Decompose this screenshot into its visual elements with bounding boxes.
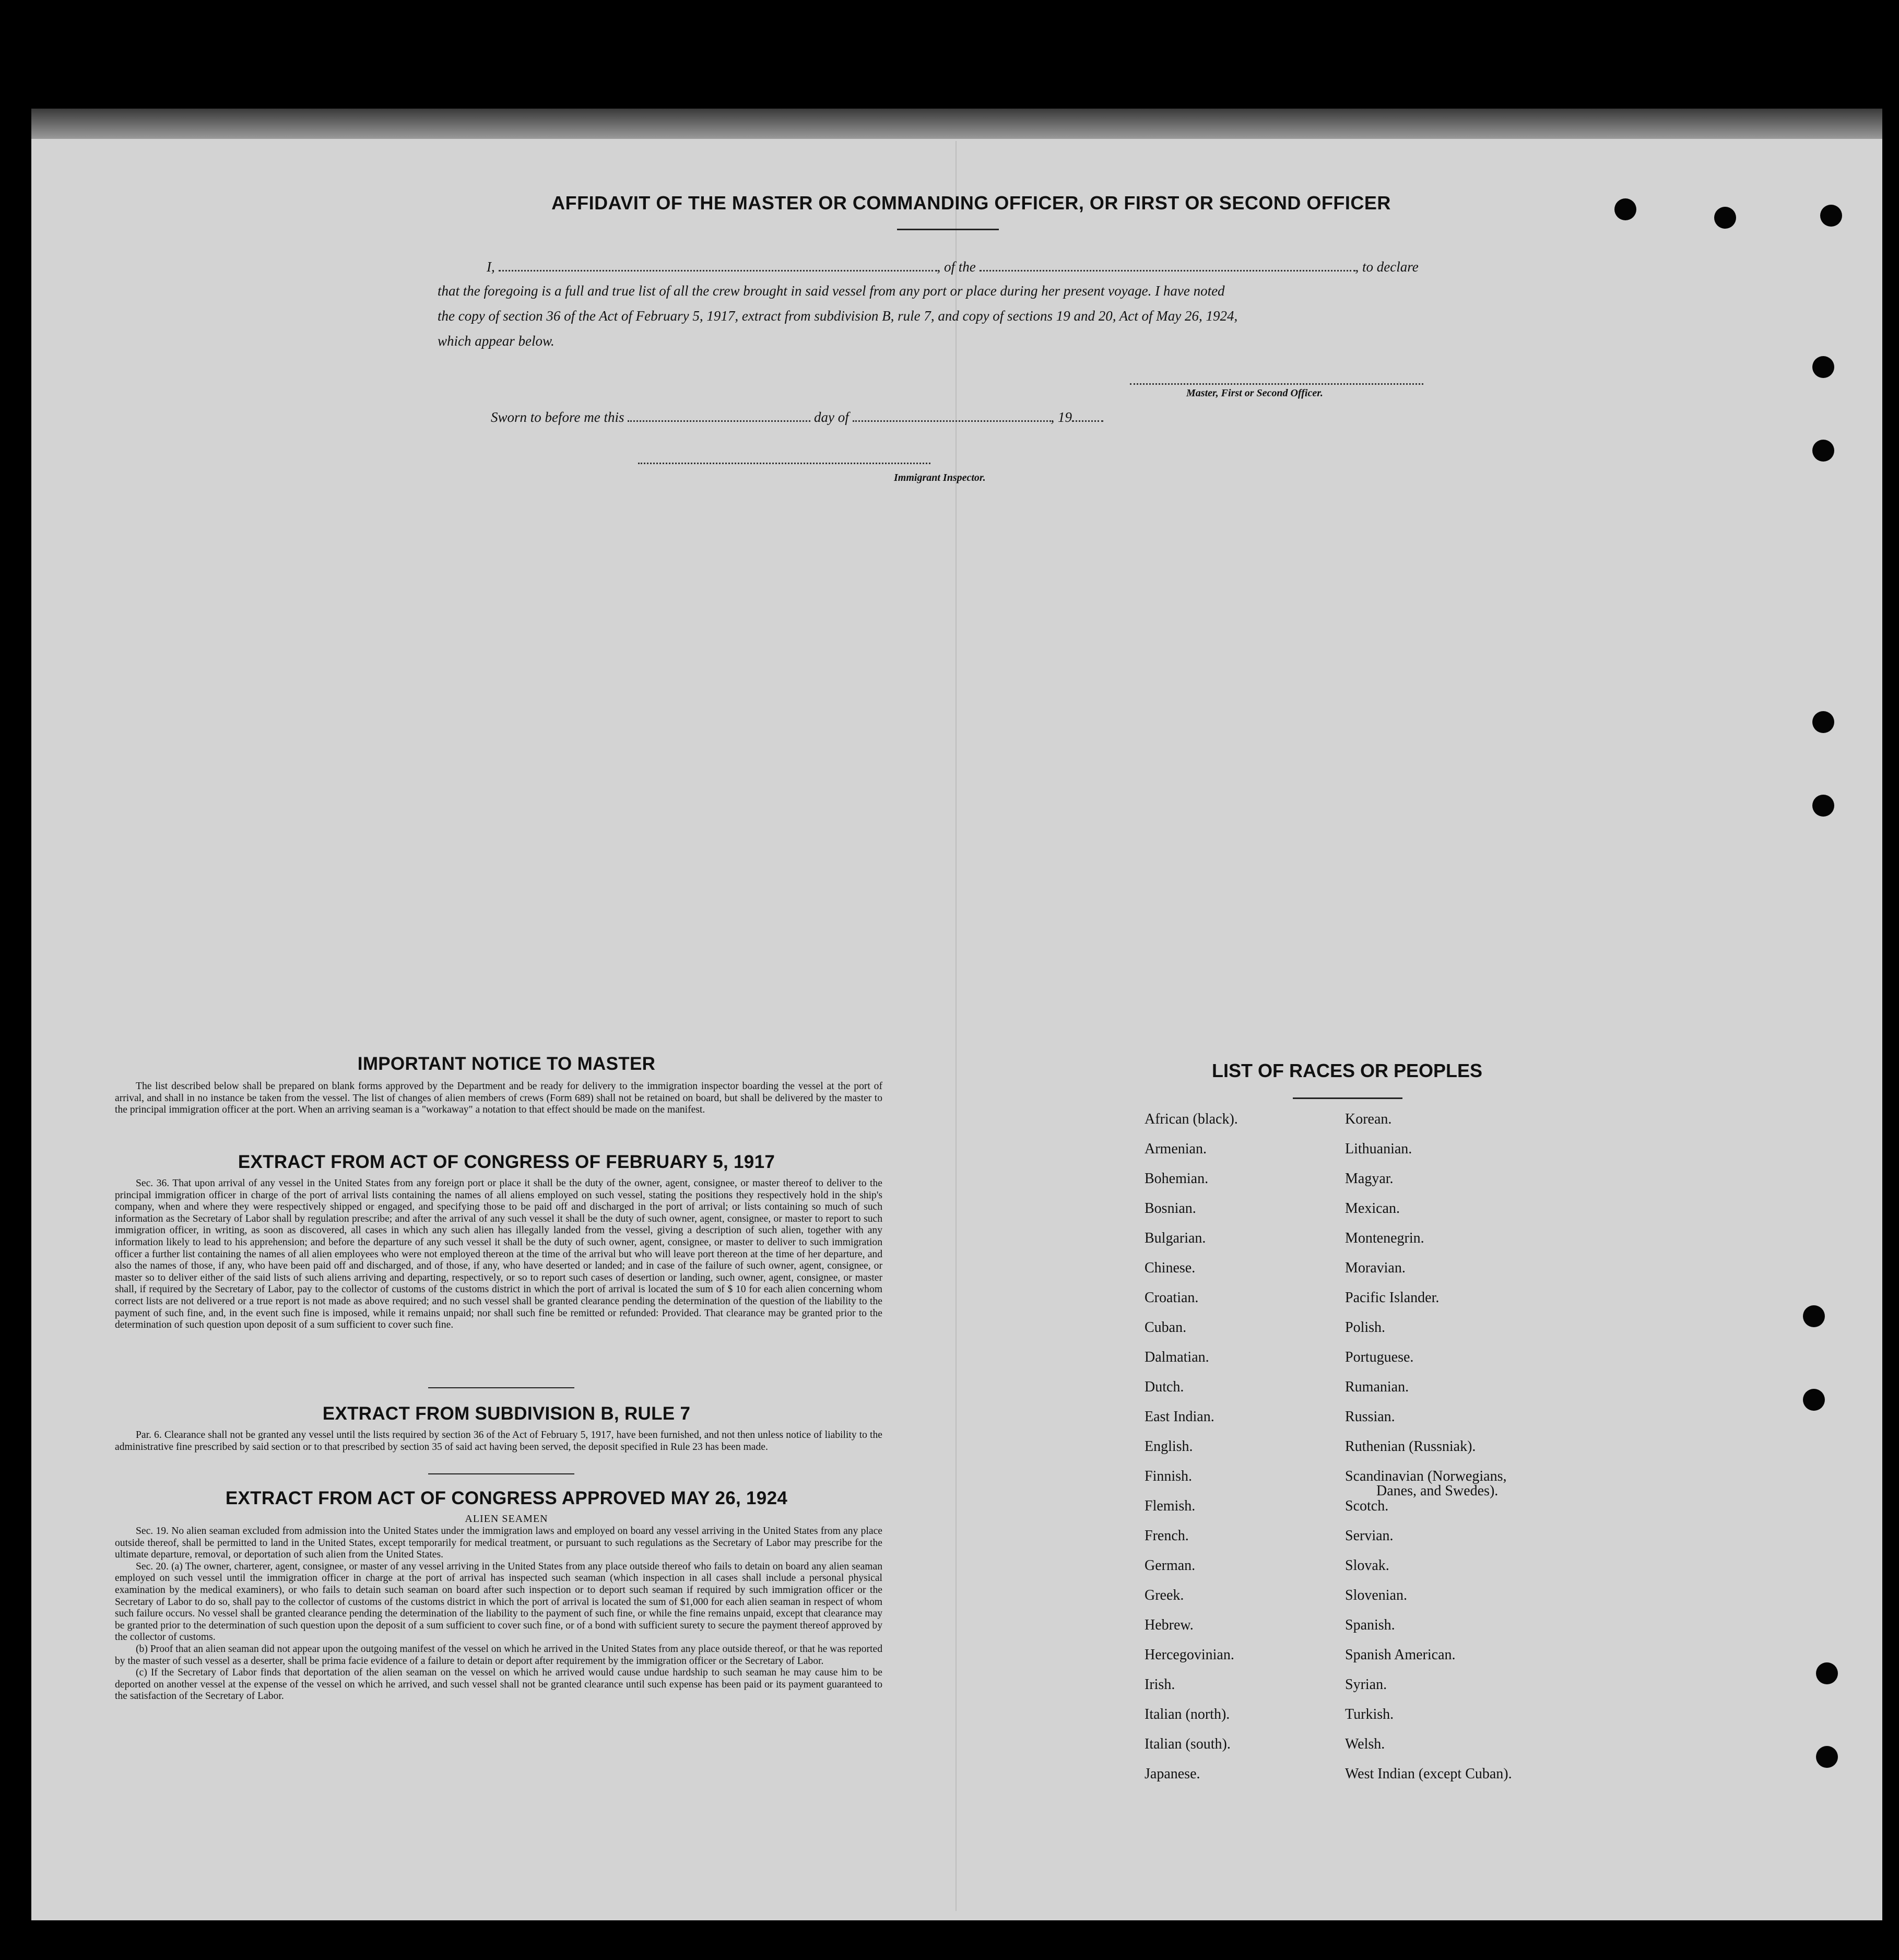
race-item: Russian.: [1345, 1409, 1395, 1425]
race-item: African (black).: [1145, 1111, 1238, 1127]
sec-20b-paragraph: (b) Proof that an alien seaman did not appear upon the outgoing manifest of the vessel on which he arrived in the United States from any place outside thereof, or that he was reported by the master of such vessel as a deserter, shall be prima facie evidence of a failure to detain or deport after requirement by the immigration officer or the Secretary of Labor.: [115, 1643, 882, 1667]
race-item: Lithuanian.: [1345, 1141, 1412, 1157]
race-item: Polish.: [1345, 1319, 1386, 1336]
race-item: Spanish.: [1345, 1617, 1395, 1633]
race-item: Bulgarian.: [1145, 1230, 1206, 1246]
sec-19-paragraph: Sec. 19. No alien seaman excluded from admission into the United States under the immigration laws and employed on board any vessel arriving in the United States from any place outside thereof, shall be permitted to land in the United States, except temporarily for medical treatment, or pursuant to such regulations as the Secretary of Labor may prescribe for the ultimate departure, removal, or deportation of such alien from the United States.: [115, 1526, 882, 1561]
race-item: Hebrew.: [1145, 1617, 1194, 1633]
sworn-year-blank[interactable]: [1072, 417, 1103, 422]
inspector-caption: Immigrant Inspector.: [894, 472, 986, 483]
affidavit-line-4: which appear below.: [438, 333, 555, 349]
vessel-blank[interactable]: [980, 267, 1355, 271]
punch-hole: [1614, 198, 1636, 220]
race-item: West Indian (except Cuban).: [1345, 1766, 1512, 1782]
race-item: French.: [1145, 1528, 1189, 1544]
race-item: Pacific Islander.: [1345, 1290, 1440, 1306]
extract-1924-text: [115, 1526, 882, 1703]
race-item: Portuguese.: [1345, 1349, 1414, 1365]
race-item: Bosnian.: [1145, 1200, 1196, 1217]
extract-1924-title: EXTRACT FROM ACT OF CONGRESS APPROVED MAY 26, 1924: [225, 1488, 788, 1508]
race-item: Korean.: [1345, 1111, 1392, 1127]
punch-hole: [1812, 795, 1834, 817]
race-item: Greek.: [1145, 1587, 1184, 1603]
race-item: Dalmatian.: [1145, 1349, 1209, 1365]
sworn-day-blank[interactable]: [628, 417, 810, 422]
day-of-label: day of: [814, 409, 849, 425]
punch-hole: [1714, 207, 1736, 229]
race-item: Italian (south).: [1145, 1736, 1231, 1752]
to-declare-label: , to declare: [1355, 259, 1419, 275]
race-item: Dutch.: [1145, 1379, 1184, 1395]
punch-hole: [1812, 356, 1834, 378]
name-blank[interactable]: [499, 267, 937, 271]
extract-1917-text: [115, 1178, 882, 1331]
punch-hole: [1820, 205, 1842, 227]
notice-text: [115, 1081, 882, 1116]
i-label: I,: [487, 259, 495, 275]
punch-hole: [1812, 711, 1834, 733]
race-item: Scotch.: [1345, 1498, 1389, 1514]
race-item: Bohemian.: [1145, 1171, 1209, 1187]
race-item: Cuban.: [1145, 1319, 1187, 1336]
sec-20c-paragraph: (c) If the Secretary of Labor finds that deportation of the alien seaman on the vessel on which he arrived would cause undue hardship to such seaman he may cause him to be deported on another vessel at the expense of the vessel on which he arrived, and such vessel shall not be granted clearance until such expense has been paid or its payment guaranteed to the satisfaction of the Secretary of Labor.: [115, 1667, 882, 1702]
race-item: Montenegrin.: [1345, 1230, 1424, 1246]
extract-rule7-title: EXTRACT FROM SUBDIVISION B, RULE 7: [322, 1403, 691, 1424]
master-caption: Master, First or Second Officer.: [1186, 387, 1323, 399]
race-item: Irish.: [1145, 1676, 1175, 1693]
race-item: Finnish.: [1145, 1468, 1193, 1484]
page-top-shadow: [31, 109, 1882, 139]
notice-paragraph: The list described below shall be prepared on blank forms approved by the Department and be ready for delivery to the immigration inspector boarding the vessel at the port of arrival, and shall in no instance be taken from the vessel. The list of changes of alien members of crews (Form 689) shall not be retained on board, but shall be delivered by the master to the principal immigration officer at the port. When an arriving seaman is a "workaway" a notation to that effect should be made on the manifest.: [115, 1081, 882, 1116]
sworn-prefix: Sworn to before me this: [491, 409, 624, 425]
race-item: Armenian.: [1145, 1141, 1207, 1157]
punch-hole: [1803, 1305, 1825, 1327]
alien-seamen-subtitle: ALIEN SEAMEN: [465, 1513, 548, 1525]
race-item: Danes, and Swedes).: [1376, 1483, 1499, 1499]
race-item: Italian (north).: [1145, 1706, 1230, 1722]
affidavit-title: AFFIDAVIT OF THE MASTER OR COMMANDING OFFICER, OR FIRST OR SECOND OFFICER: [551, 192, 1391, 214]
race-item: Turkish.: [1345, 1706, 1394, 1722]
race-item: Croatian.: [1145, 1290, 1199, 1306]
race-item: Chinese.: [1145, 1260, 1196, 1276]
page-fold-line: [956, 141, 957, 1911]
sec-36-paragraph: Sec. 36. That upon arrival of any vessel in the United States from any foreign port or place it shall be the duty of the owner, agent, consignee, or master thereof to deliver to the principal immigration officer in charge of the port of arrival lists containing the names of all aliens employed on such vessel, stating the positions they respectively hold in the ship's company, when and where they were respectively shipped or engaged, and specifying those to be paid off and discharged in the port of arrival; or lists containing so much of such information as the Secretary of Labor shall by regulation prescribe; and after the arrival of any such vessel it shall be the duty of such owner, agent, consignee, or master to report to such immigration officer, in writing, as soon as discovered, all cases in which any such alien has illegally landed from the vessel, giving a description of such alien, together with any information likely to lead to his apprehension; and before the departure of any such vessel it shall be the duty of such owner, agent, consignee, or master to deliver to such immigration officer a further list containing the names of all alien employees who were not employed thereon at the time of the arrival but who will leave port thereon at the time of her departure, and also the names of those, if any, who have been paid off and discharged, and of those, if any, who have deserted or landed; and in case of the failure of such owner, agent, consignee, or master so to deliver either of the said lists of such aliens arriving and departing, respectively, or so to report such cases of desertion or landing, such owner, agent, consignee, or master shall, if required by the Secretary of Labor, pay to the collector of customs of the customs district in which the port of arrival is located the sum of $ 10 for each alien concerning whom correct lists are not delivered or a true report is not made as above required; and no such vessel shall be granted clearance pending the determination of the question of the liability to the payment of such fine, and, in the event such fine is imposed, while it remains unpaid; nor shall such fine be remitted or refunded: Provided. That clearance may be granted prior to the determination of such question upon deposit of a sum sufficient to cover such fine.: [115, 1178, 882, 1331]
race-item: Welsh.: [1345, 1736, 1385, 1752]
of-the-label: , of the: [937, 259, 976, 275]
punch-hole: [1803, 1389, 1825, 1411]
notice-title: IMPORTANT NOTICE TO MASTER: [357, 1054, 656, 1074]
affidavit-line-1: [487, 259, 1510, 275]
race-item: Japanese.: [1145, 1766, 1200, 1782]
races-title: LIST OF RACES OR PEOPLES: [1211, 1060, 1483, 1081]
section-divider: [428, 1387, 574, 1388]
affidavit-line-3: the copy of section 36 of the Act of February 5, 1917, extract from subdivision B, rule 7, and copy of sections 19 and 20, Act of May 26, 1924,: [438, 308, 1238, 324]
race-item: German.: [1145, 1557, 1196, 1574]
race-item: Servian.: [1345, 1528, 1394, 1544]
race-item: Spanish American.: [1345, 1647, 1456, 1663]
title-underline: [897, 229, 999, 230]
race-item: Ruthenian (Russniak).: [1345, 1438, 1476, 1455]
punch-hole: [1816, 1662, 1838, 1684]
race-item: Rumanian.: [1345, 1379, 1409, 1395]
race-item: Moravian.: [1345, 1260, 1406, 1276]
year-prefix: , 19: [1051, 409, 1072, 425]
race-item: Hercegovinian.: [1145, 1647, 1234, 1663]
affidavit-line-2: that the foregoing is a full and true list of all the crew brought in said vessel from any port or place during her present voyage. I have noted: [438, 283, 1225, 299]
race-item: English.: [1145, 1438, 1193, 1455]
race-item: Syrian.: [1345, 1676, 1387, 1693]
punch-hole: [1816, 1746, 1838, 1768]
race-item: Slovak.: [1345, 1557, 1389, 1574]
sworn-line: [491, 409, 1514, 426]
races-title-underline: [1293, 1097, 1402, 1099]
section-divider: [428, 1473, 574, 1474]
par-6-paragraph: Par. 6. Clearance shall not be granted any vessel until the lists required by section 36 of the Act of February 5, 1917, have been furnished, and not then unless notice of liability to the administrative fine prescribed by said section or to that prescribed by section 35 of said act having been served, the deposit specified in Rule 23 has been made.: [115, 1430, 882, 1453]
extract-rule7-text: [115, 1430, 882, 1453]
master-signature-blank[interactable]: [1130, 380, 1423, 385]
extract-1917-title: EXTRACT FROM ACT OF CONGRESS OF FEBRUARY 5, 1917: [238, 1152, 775, 1172]
race-item: Scandinavian (Norwegians,: [1345, 1468, 1507, 1484]
race-item: Flemish.: [1145, 1498, 1196, 1514]
sworn-month-blank[interactable]: [853, 417, 1051, 422]
inspector-signature-blank[interactable]: [638, 459, 930, 464]
race-item: Magyar.: [1345, 1171, 1394, 1187]
race-item: Slovenian.: [1345, 1587, 1407, 1603]
punch-hole: [1812, 440, 1834, 462]
race-item: East Indian.: [1145, 1409, 1214, 1425]
race-item: Mexican.: [1345, 1200, 1400, 1217]
sec-20a-paragraph: Sec. 20. (a) The owner, charterer, agent, consignee, or master of any vessel arriving in the United States from any place outside thereof who fails to detain on board any alien seaman employed on such vessel until the immigration officer in charge at the port of arrival has inspected such seaman (which inspection in all cases shall include a personal physical examination by the medical examiners), or who fails to detain such seaman on board after such inspection or to deport such seaman if required by such immigration officer or the Secretary of Labor to do so, shall pay to the collector of customs of the customs district in which the port of arrival is located the sum of $1,000 for each alien seaman in respect of whom such failure occurs. No vessel shall be granted clearance pending the determination of the liability to the payment of such fine, or while the fine remains unpaid, except that clearance may be granted prior to the determination of such question upon the deposit of a sum sufficient to cover such fine, or of a bond with sufficient surety to secure the payment thereof approved by the collector of customs.: [115, 1561, 882, 1643]
